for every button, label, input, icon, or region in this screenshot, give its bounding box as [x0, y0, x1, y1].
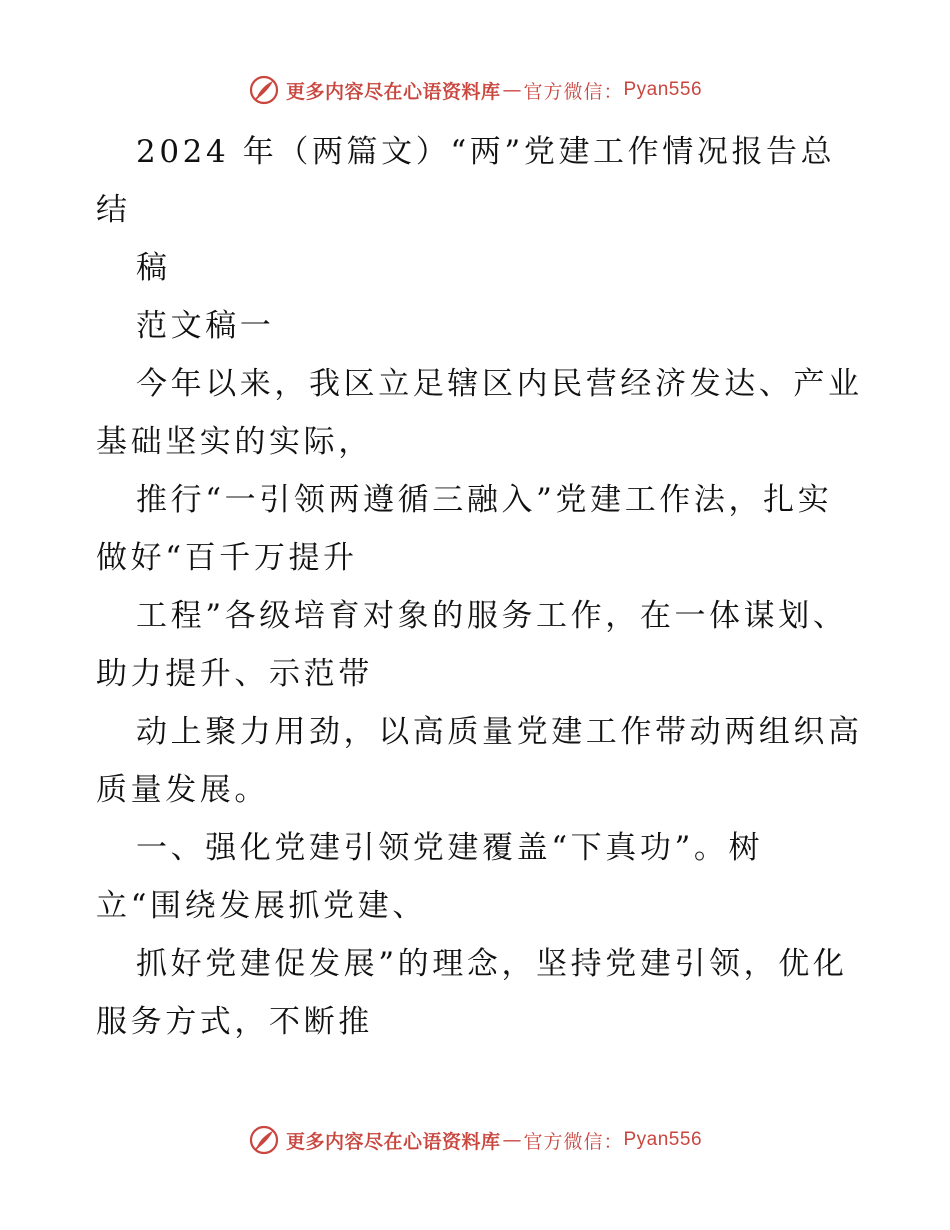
quill-logo-icon: [248, 74, 280, 106]
quill-logo-icon: [248, 1124, 280, 1156]
document-title-line-1: 2024 年（两篇文）“两”党建工作情况报告总: [136, 134, 836, 170]
document-title-line-3: 稿: [136, 250, 171, 286]
paragraph-line: 做好“百千万提升: [96, 540, 358, 576]
paragraph-line: 推行“一引领两遵循三融入”党建工作法，扎实: [136, 482, 833, 518]
paragraph-line: 助力提升、示范带: [96, 656, 373, 692]
banner-wechat-id: Pyan556: [623, 1129, 703, 1150]
paragraph-line: 抓好党建促发展”的理念，坚持党建引领，优化: [136, 946, 848, 982]
paragraph-line: 质量发展。: [96, 772, 269, 808]
section-heading: 范文稿一: [136, 308, 275, 344]
banner-wechat-label: 官方微信：: [523, 1130, 624, 1153]
banner-wechat-id: Pyan556: [623, 79, 703, 100]
footer-banner: [0, 1120, 950, 1160]
paragraph-line: 一、强化党建引领党建覆盖“下真功”。树: [136, 830, 764, 866]
header-banner: [0, 70, 950, 110]
document-body: [96, 123, 863, 1051]
paragraph-line: 动上聚力用劲，以高质量党建工作带动两组织高: [136, 714, 863, 750]
paragraph-line: 今年以来，我区立足辖区内民营经济发达、产业: [136, 366, 863, 402]
banner-brand-text: 更多内容尽在心语资料库: [285, 80, 501, 103]
paragraph-line: 基础坚实的实际，: [96, 424, 373, 460]
banner-separator: —: [502, 1129, 522, 1151]
paragraph-line: 工程”各级培育对象的服务工作，在一体谋划、: [136, 598, 848, 634]
document-title-line-2: 结: [96, 192, 131, 228]
banner-wechat-label: 官方微信：: [523, 80, 624, 103]
paragraph-line: 服务方式，不断推: [96, 1004, 373, 1040]
paragraph-line: 立“围绕发展抓党建、: [96, 888, 427, 924]
banner-separator: —: [502, 79, 522, 101]
banner-brand-text: 更多内容尽在心语资料库: [285, 1130, 501, 1153]
